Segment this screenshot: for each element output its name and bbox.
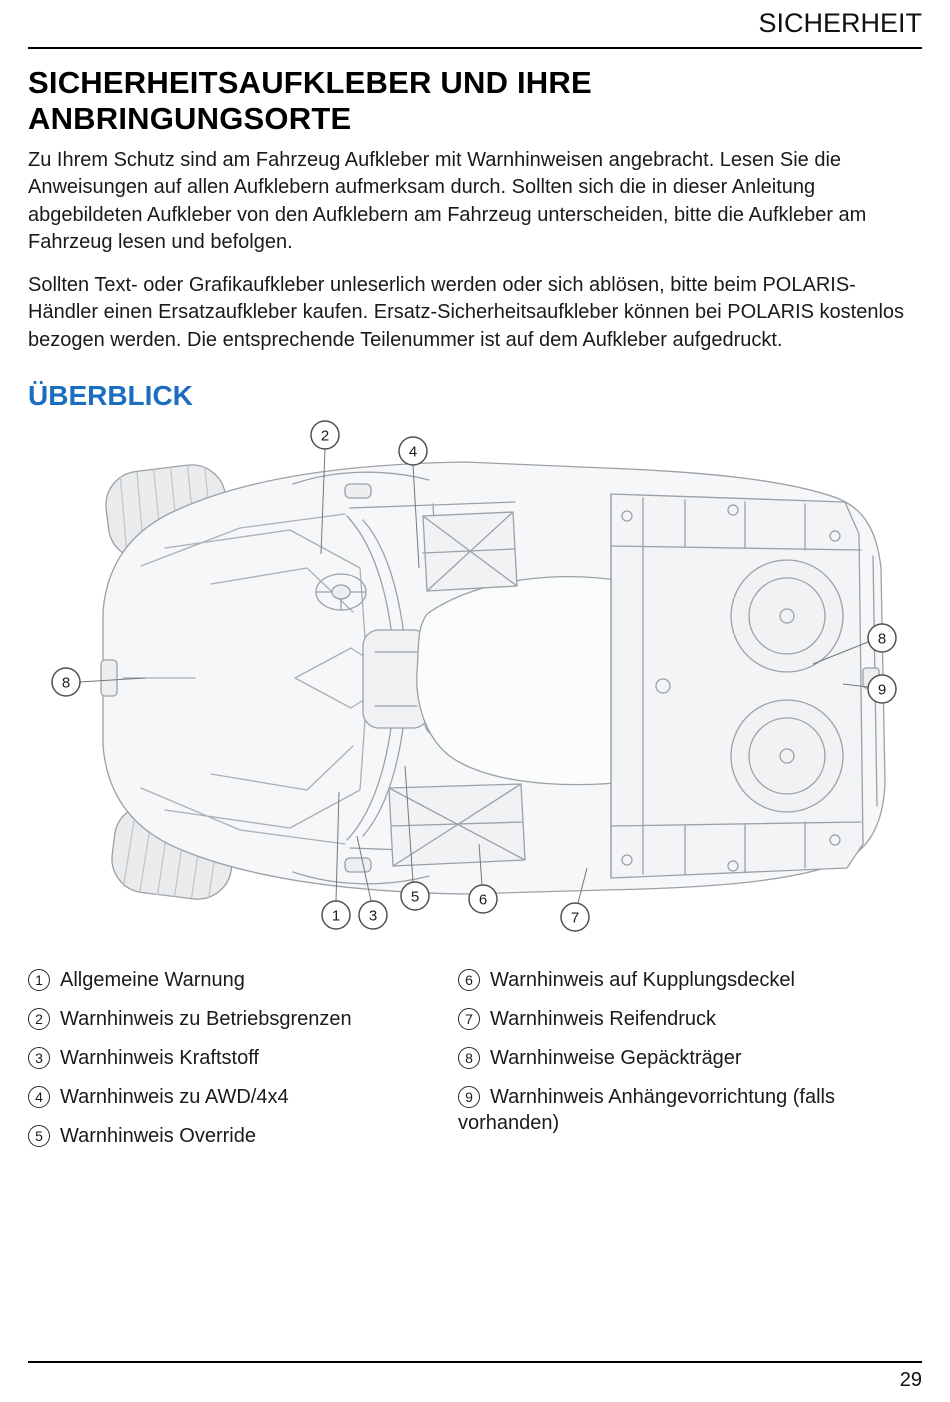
rear-wheel-bottom [731,700,843,812]
svg-text:6: 6 [478,891,488,909]
legend-item-5 [28,1123,458,1149]
svg-text:4: 4 [408,443,418,461]
legend-label-9: Warnhinweis Anhängevorrichtung (falls vorhanden) [458,1086,835,1135]
page-number: 29 [899,1369,922,1391]
mirror-top [345,484,371,498]
section-heading: ÜBERBLICK [28,380,193,412]
front-winch [101,660,117,696]
legend-item-4 [28,1084,458,1110]
svg-text:9: 9 [877,681,887,699]
svg-text:3: 3 [368,907,378,925]
svg-text:8: 8 [61,674,71,692]
svg-text:1: 1 [331,907,341,925]
legend-number-5: 5 [28,1125,50,1147]
legend-number-4: 4 [28,1086,50,1108]
intro-paragraph-2: Sollten Text- oder Grafikaufkleber unleserlich werden oder sich ablösen, bitte beim POLARIS-Händler einen Ersatzaufkleber kaufen. Ersatz-Sicherheitsaufkleber können bei POLARIS kostenlos bezogen werden. Die entsprechende Teilenummer ist auf dem Aufkleber aufgedruckt. [28,273,905,351]
legend-number-1: 1 [28,969,50,991]
page-footer [28,1361,922,1392]
rear-cargo-frame [611,494,863,878]
intro-paragraph-1: Zu Ihrem Schutz sind am Fahrzeug Aufkleber mit Warnhinweisen angebracht. Lesen Sie die Anweisungen auf allen Aufklebern aufmerksam durch. Sollten sich die in dieser Anleitung abgebildeten Aufkleber von den Aufklebern am Fahrzeug unterscheiden, bitte die Aufkleber am Fahrzeug lesen und befolgen. [28,148,867,254]
legend-item-7 [458,1006,922,1032]
legend-number-9: 9 [458,1086,480,1108]
legend-column-left [28,967,458,1162]
legend-label-3: Warnhinweis Kraftstoff [60,1047,259,1070]
legend-label-6: Warnhinweis auf Kupplungsdeckel [490,969,795,992]
legend-item-2 [28,1006,458,1032]
legend-item-1 [28,967,458,993]
rear-wheel-top [731,560,843,672]
legend-number-3: 3 [28,1047,50,1069]
svg-text:2: 2 [320,427,330,445]
legend-label-1: Allgemeine Warnung [60,969,245,992]
svg-text:5: 5 [410,888,420,906]
page-title: SICHERHEITSAUFKLEBER UND IHRE ANBRINGUNGSORTE [28,65,592,136]
legend-item-9 [458,1084,922,1136]
footer-rule [28,1361,922,1363]
legend-label-5: Warnhinweis Override [60,1125,256,1148]
legend-column-right [458,967,922,1162]
header-rule [28,47,922,49]
legend-item-8 [458,1045,922,1071]
vehicle-top-view-illustration [45,416,905,941]
legend-item-3 [28,1045,458,1071]
svg-text:8: 8 [877,630,887,648]
legend-number-7: 7 [458,1008,480,1030]
legend-label-4: Warnhinweis zu AWD/4x4 [60,1086,289,1109]
svg-text:7: 7 [570,909,580,927]
running-header: SICHERHEIT [758,8,922,38]
vehicle-diagram [45,416,905,941]
frame-lattice-top [423,512,517,591]
mirror-bottom [345,858,371,872]
legend-label-8: Warnhinweise Gepäckträger [490,1047,742,1070]
legend-number-2: 2 [28,1008,50,1030]
legend-label-7: Warnhinweis Reifendruck [490,1008,717,1031]
legend-label-2: Warnhinweis zu Betriebsgrenzen [60,1008,352,1031]
legend-number-6: 6 [458,969,480,991]
legend-number-8: 8 [458,1047,480,1069]
legend-item-6 [458,967,922,993]
legend [28,967,922,1162]
